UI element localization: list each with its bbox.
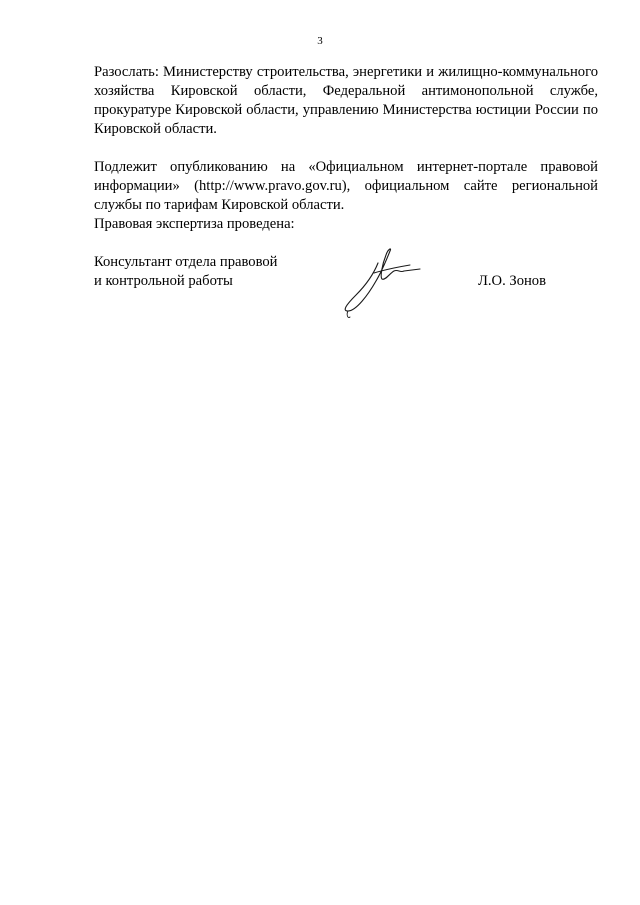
- publication-note: Подлежит опубликованию на «Официальном интернет-портале правовой информации» (http://www.pravo.gov.ru), официальном сайте региональной службы по тарифам Кировской области.: [94, 159, 598, 213]
- signatory-position-line-1: Консультант отдела правовой: [94, 254, 278, 270]
- signatory-name: Л.О. Зонов: [478, 273, 546, 289]
- page-number: 3: [317, 35, 323, 47]
- handwritten-signature: [338, 243, 428, 323]
- legal-expertise-note: Правовая экспертиза проведена:: [94, 216, 295, 232]
- signatory-position-line-2: и контрольной работы: [94, 273, 233, 289]
- distribution-list: Разослать: Министерству строительства, энергетики и жилищно-коммунального хозяйства Кировской области, Федеральной антимонопольной службе, прокуратуре Кировской области, управлению Министерства юстиции России по Кировской области.: [94, 64, 598, 137]
